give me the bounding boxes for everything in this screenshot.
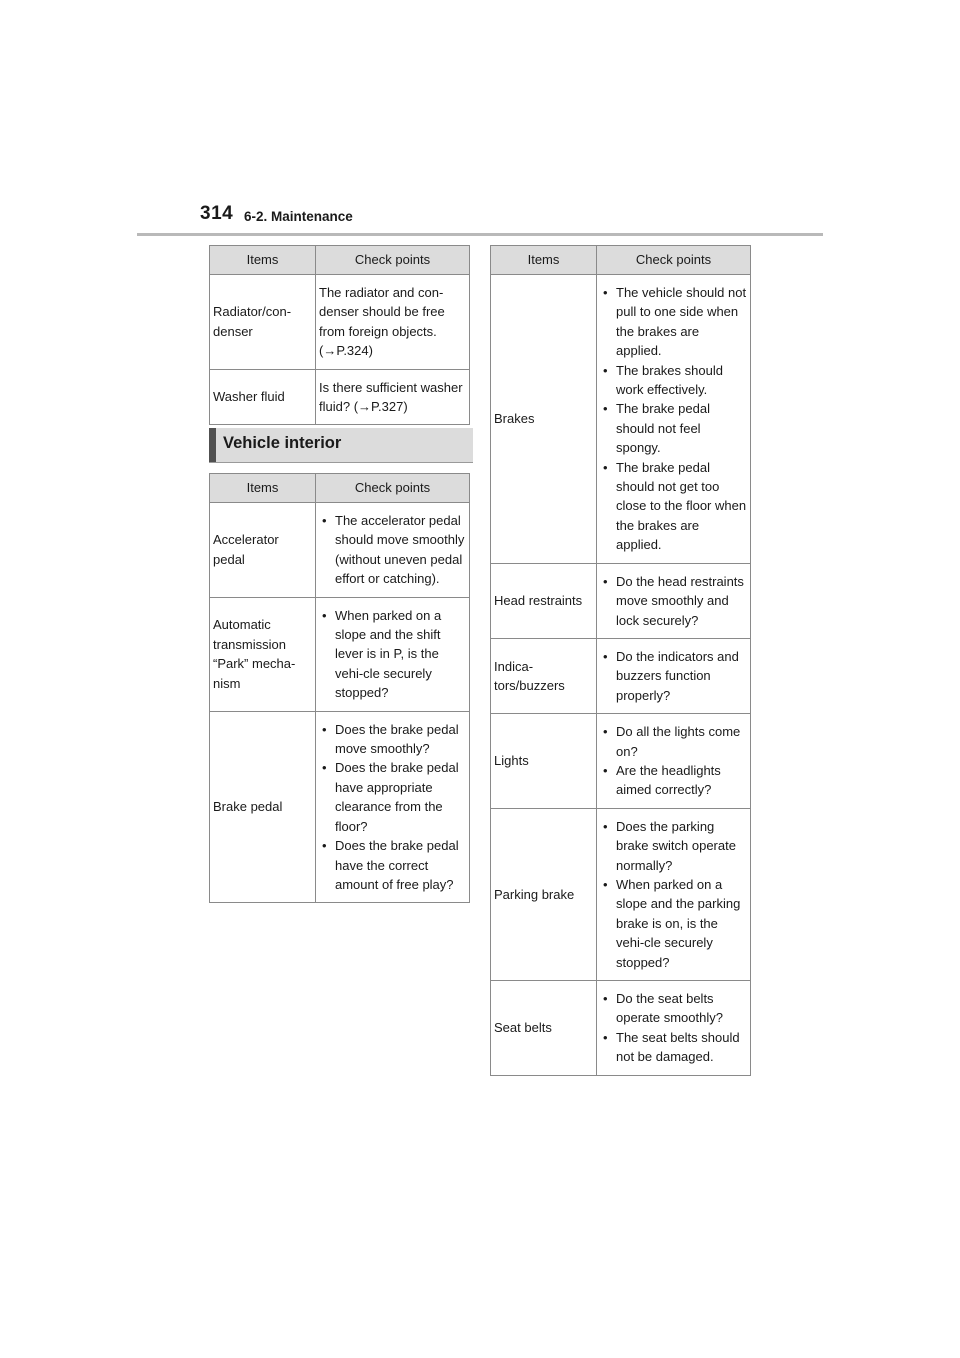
item-cell [210, 275, 316, 370]
check-point: • When parked on a slope and the shift lever is in P, is the vehi-cle securely stopped? [319, 606, 467, 703]
check-point: • Do the head restraints move smoothly and lock securely? [600, 572, 748, 630]
column-header-items: Items [210, 246, 316, 275]
page-header [0, 0, 960, 240]
check-cell [597, 714, 751, 809]
column-header-check-points: Check points [316, 246, 470, 275]
check-list [600, 283, 748, 555]
item-label: Accelerator pedal [213, 532, 279, 567]
check-point: • When parked on a slope and the parking brake is on, is the vehi-cle securely stopped? [600, 875, 748, 972]
item-label: Washer fluid [213, 389, 285, 405]
item-label: Indica- tors/buzzers [494, 658, 565, 694]
table-row [210, 597, 470, 711]
heading-accent-bar [209, 428, 216, 462]
check-list [600, 989, 748, 1067]
check-point: • Do all the lights come on? [600, 722, 748, 761]
table-header-row [210, 474, 470, 503]
item-label: Brakes [494, 411, 535, 427]
check-point: • The vehicle should not pull to one side when the brakes are applied. [600, 283, 748, 361]
check-cell [316, 711, 470, 903]
item-label: Radiator/con- denser [213, 304, 292, 339]
check-point: • The brake pedal should not get too close to the floor when the brakes are applied. [600, 458, 748, 555]
check-point: • Does the brake pedal have the correct amount of free play? [319, 836, 467, 894]
page-number: 314 [200, 203, 234, 224]
table-row [491, 563, 751, 638]
check-cell [597, 275, 751, 564]
vehicle-interior-table-continued [490, 245, 751, 1076]
check-cell [316, 503, 470, 598]
check-list [600, 817, 748, 972]
check-list [600, 722, 748, 800]
check-cell [597, 563, 751, 638]
table-header-row [491, 246, 751, 275]
check-point: • The seat belts should not be damaged. [600, 1028, 748, 1067]
item-cell [491, 981, 597, 1076]
check-point: • Do the seat belts operate smoothly? [600, 989, 748, 1028]
item-label: Head restraints [494, 593, 583, 609]
item-cell [210, 503, 316, 598]
header-divider [137, 233, 823, 236]
check-point: • Do the indicators and buzzers function properly? [600, 647, 748, 705]
item-cell [210, 369, 316, 425]
table-row [491, 638, 751, 713]
item-label: Automatic transmission “Park” mecha- nism [213, 617, 296, 691]
table-header-row [210, 246, 470, 275]
table-row [491, 714, 751, 809]
check-point: • Does the parking brake switch operate normally? [600, 817, 748, 875]
check-text: Is there sufficient washer fluid? (→P.327) [319, 379, 463, 415]
check-point: • Does the brake pedal have appropriate clearance from the floor? [319, 758, 467, 836]
check-list [600, 647, 748, 705]
check-point: • Are the headlights aimed correctly? [600, 761, 748, 800]
item-label: Lights [494, 753, 529, 769]
item-cell [491, 808, 597, 980]
table-row [491, 808, 751, 980]
check-list [319, 511, 467, 589]
item-cell [491, 563, 597, 638]
item-cell [210, 711, 316, 903]
column-header-check-points: Check points [316, 474, 470, 503]
check-point: • The brake pedal should not feel spongy. [600, 399, 748, 457]
vehicle-interior-title: Vehicle interior [223, 434, 342, 452]
vehicle-interior-table [209, 473, 470, 903]
exterior-check-table [209, 245, 470, 425]
item-label: Parking brake [494, 886, 575, 902]
item-label: Seat belts [494, 1020, 552, 1036]
check-cell [597, 808, 751, 980]
table-row [210, 275, 470, 370]
check-cell [316, 275, 470, 370]
item-cell [491, 275, 597, 564]
check-point: • Does the brake pedal move smoothly? [319, 720, 467, 759]
check-cell [597, 981, 751, 1076]
item-cell [210, 597, 316, 711]
check-text: The radiator and con- denser should be free from foreign objects. (→P.324) [319, 285, 445, 359]
column-header-items: Items [210, 474, 316, 503]
check-list [319, 606, 467, 703]
check-list [600, 572, 748, 630]
table-row [210, 711, 470, 903]
table-row [210, 369, 470, 425]
section-title: 6-2. Maintenance [244, 209, 353, 224]
table-row [210, 503, 470, 598]
table-row [491, 981, 751, 1076]
item-cell [491, 638, 597, 713]
table-row [491, 275, 751, 564]
column-header-check-points: Check points [597, 246, 751, 275]
check-cell [316, 369, 470, 425]
check-cell [316, 597, 470, 711]
check-point: • The brakes should work effectively. [600, 361, 748, 400]
check-list [319, 720, 467, 895]
item-cell [491, 714, 597, 809]
item-label: Brake pedal [213, 799, 283, 815]
check-cell [597, 638, 751, 713]
check-point: • The accelerator pedal should move smoothly (without uneven pedal effort or catching). [319, 511, 467, 589]
column-header-items: Items [491, 246, 597, 275]
vehicle-interior-heading [209, 428, 473, 463]
